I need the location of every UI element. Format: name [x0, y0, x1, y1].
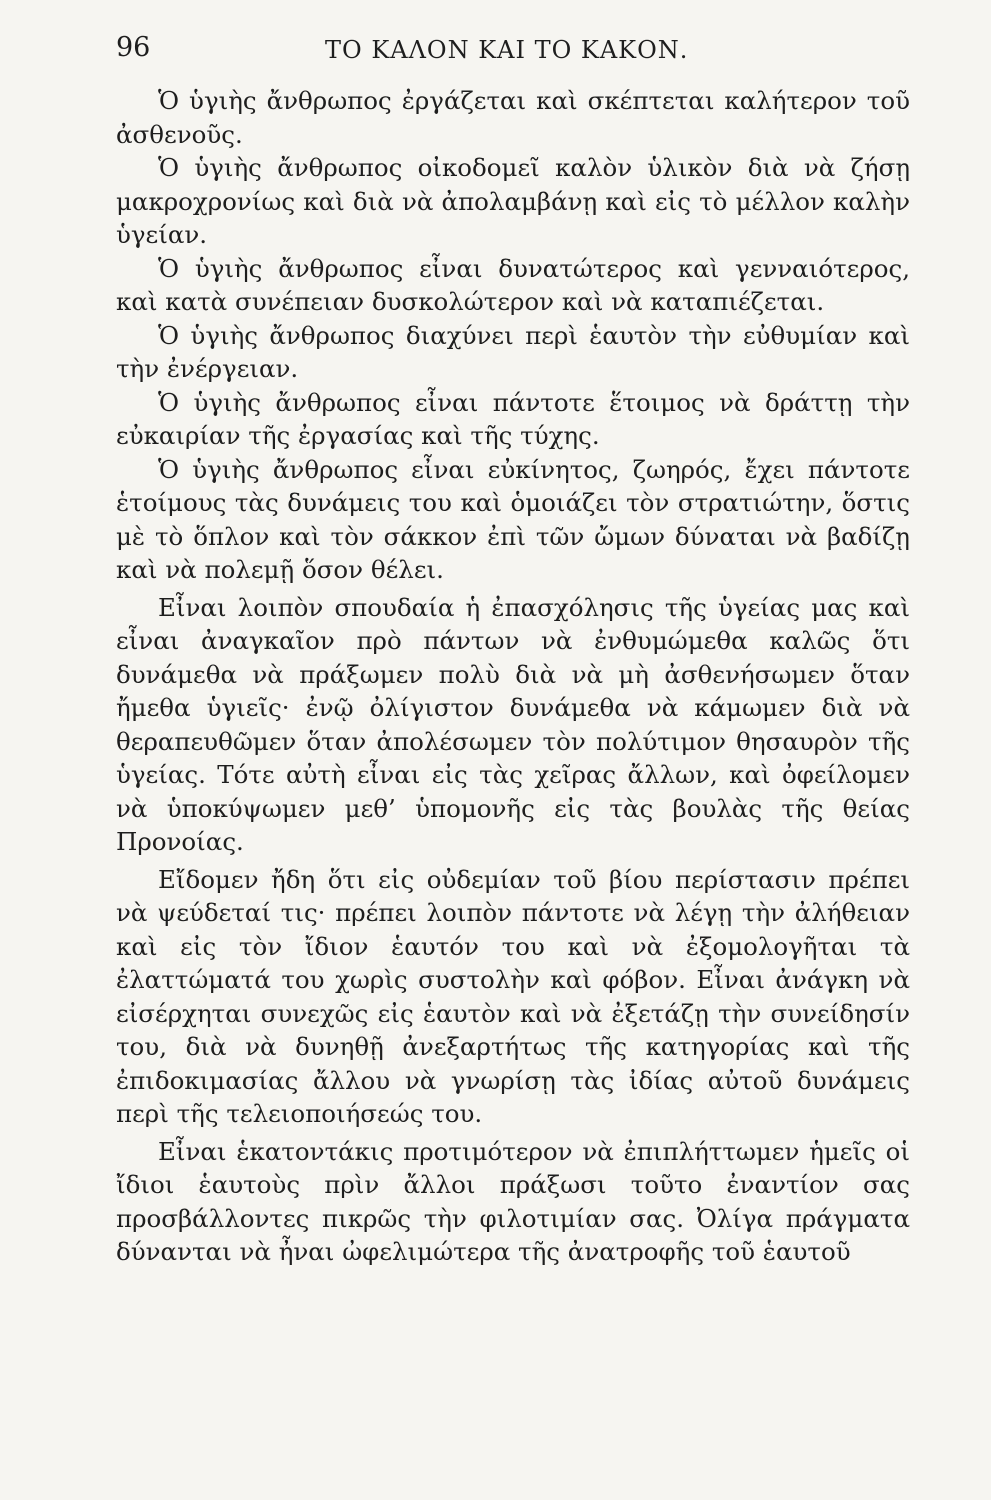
paragraph: Ὁ ὑγιὴς ἄνθρωπος οἰκοδομεῖ καλὸν ὑλικὸν διὰ νὰ ζήσῃ μακροχρονίως καὶ διὰ νὰ ἀπολαμβάνῃ καὶ εἰς τὸ μέλλον καλὴν ὑγείαν.: [116, 153, 910, 249]
paragraph: Εἴδομεν ἤδη ὅτι εἰς οὐδεμίαν τοῦ βίου περίστασιν πρέπει νὰ ψεύδεταί τις· πρέπει λοιπὸν πάντοτε νὰ λέγῃ τὴν ἀλήθειαν καὶ εἰς τὸν ἴδιον ἑαυτόν του καὶ νὰ ἐξομολογῆται τὰ ἐλαττώματά του χωρὶς συστολὴν καὶ φόβον. Εἶναι ἀνάγκη νὰ εἰσέρχηται συνεχῶς εἰς ἑαυτὸν καὶ νὰ ἐξετάζῃ τὴν συνείδησίν του, διὰ νὰ δυνηθῇ ἀνεξαρτήτως τῆς κατηγορίας καὶ τῆς ἐπιδοκιμασίας ἄλλου νὰ γνωρίσῃ τὰς ἰδίας αὐτοῦ δυνάμεις περὶ τῆς τελειοποιήσεώς του.: [116, 864, 910, 1128]
page-number: 96: [116, 32, 151, 63]
paragraph: Ὁ ὑγιὴς ἄνθρωπος εἶναι πάντοτε ἕτοιμος νὰ δράττῃ τὴν εὐκαιρίαν τῆς ἐργασίας καὶ τῆς τύχης.: [116, 387, 910, 450]
paragraph: Ὁ ὑγιὴς ἄνθρωπος ἐργάζεται καὶ σκέπτεται καλήτερον τοῦ ἀσθενοῦς.: [116, 86, 910, 149]
body-text: [116, 84, 910, 1269]
paragraph: Ὁ ὑγιὴς ἄνθρωπος διαχύνει περὶ ἑαυτὸν τὴν εὐθυμίαν καὶ τὴν ἐνέργειαν.: [116, 320, 910, 383]
paragraph: Ὁ ὑγιὴς ἄνθρωπος εἶναι δυνατώτερος καὶ γενναιότερος, καὶ κατὰ συνέπειαν δυσκολώτερον καὶ νὰ καταπιέζεται.: [116, 253, 910, 316]
page-header: [0, 32, 991, 72]
paragraph: Εἶναι λοιπὸν σπουδαία ἡ ἐπασχόλησις τῆς ὑγείας μας καὶ εἶναι ἀναγκαῖον πρὸ πάντων νὰ ἐνθυμώμεθα καλῶς ὅτι δυνάμεθα νὰ πράξωμεν πολὺ διὰ νὰ μὴ ἀσθενήσωμεν ὅταν ἤμεθα ὑγιεῖς· ἐνῷ ὀλίγιστον δυνάμεθα νὰ κάμωμεν διὰ νὰ θεραπευθῶμεν ὅταν ἀπολέσωμεν τὸν πολύτιμον θησαυρὸν τῆς ὑγείας. Τότε αὐτὴ εἶναι εἰς τὰς χεῖρας ἄλλων, καὶ ὀφείλομεν νὰ ὑποκύψωμεν μεθ’ ὑπομονῆς εἰς τὰς βουλὰς τῆς θείας Προνοίας.: [116, 592, 910, 856]
paragraph: Ὁ ὑγιὴς ἄνθρωπος εἶναι εὐκίνητος, ζωηρός, ἔχει πάντοτε ἑτοίμους τὰς δυνάμεις του καὶ ὁμοιάζει τὸν στρατιώτην, ὅστις μὲ τὸ ὅπλον καὶ τὸν σάκκον ἐπὶ τῶν ὤμων δύναται νὰ βαδίζῃ καὶ νὰ πολεμῇ ὅσον θέλει.: [116, 454, 910, 584]
running-title: ΤΟ ΚΑΛΟΝ ΚΑΙ ΤΟ ΚΑΚΟΝ.: [325, 36, 689, 64]
paragraph: Εἶναι ἑκατοντάκις προτιμότερον νὰ ἐπιπλήττωμεν ἡμεῖς οἱ ἴδιοι ἑαυτοὺς πρὶν ἄλλοι πράξωσι τοῦτο ἐναντίον σας προσβάλλοντες πικρῶς τὴν φιλοτιμίαν σας. Ὀλίγα πράγματα δύνανται νὰ ἦναι ὠφελιμώτερα τῆς ἀνατροφῆς τοῦ ἑαυτοῦ: [116, 1136, 910, 1266]
